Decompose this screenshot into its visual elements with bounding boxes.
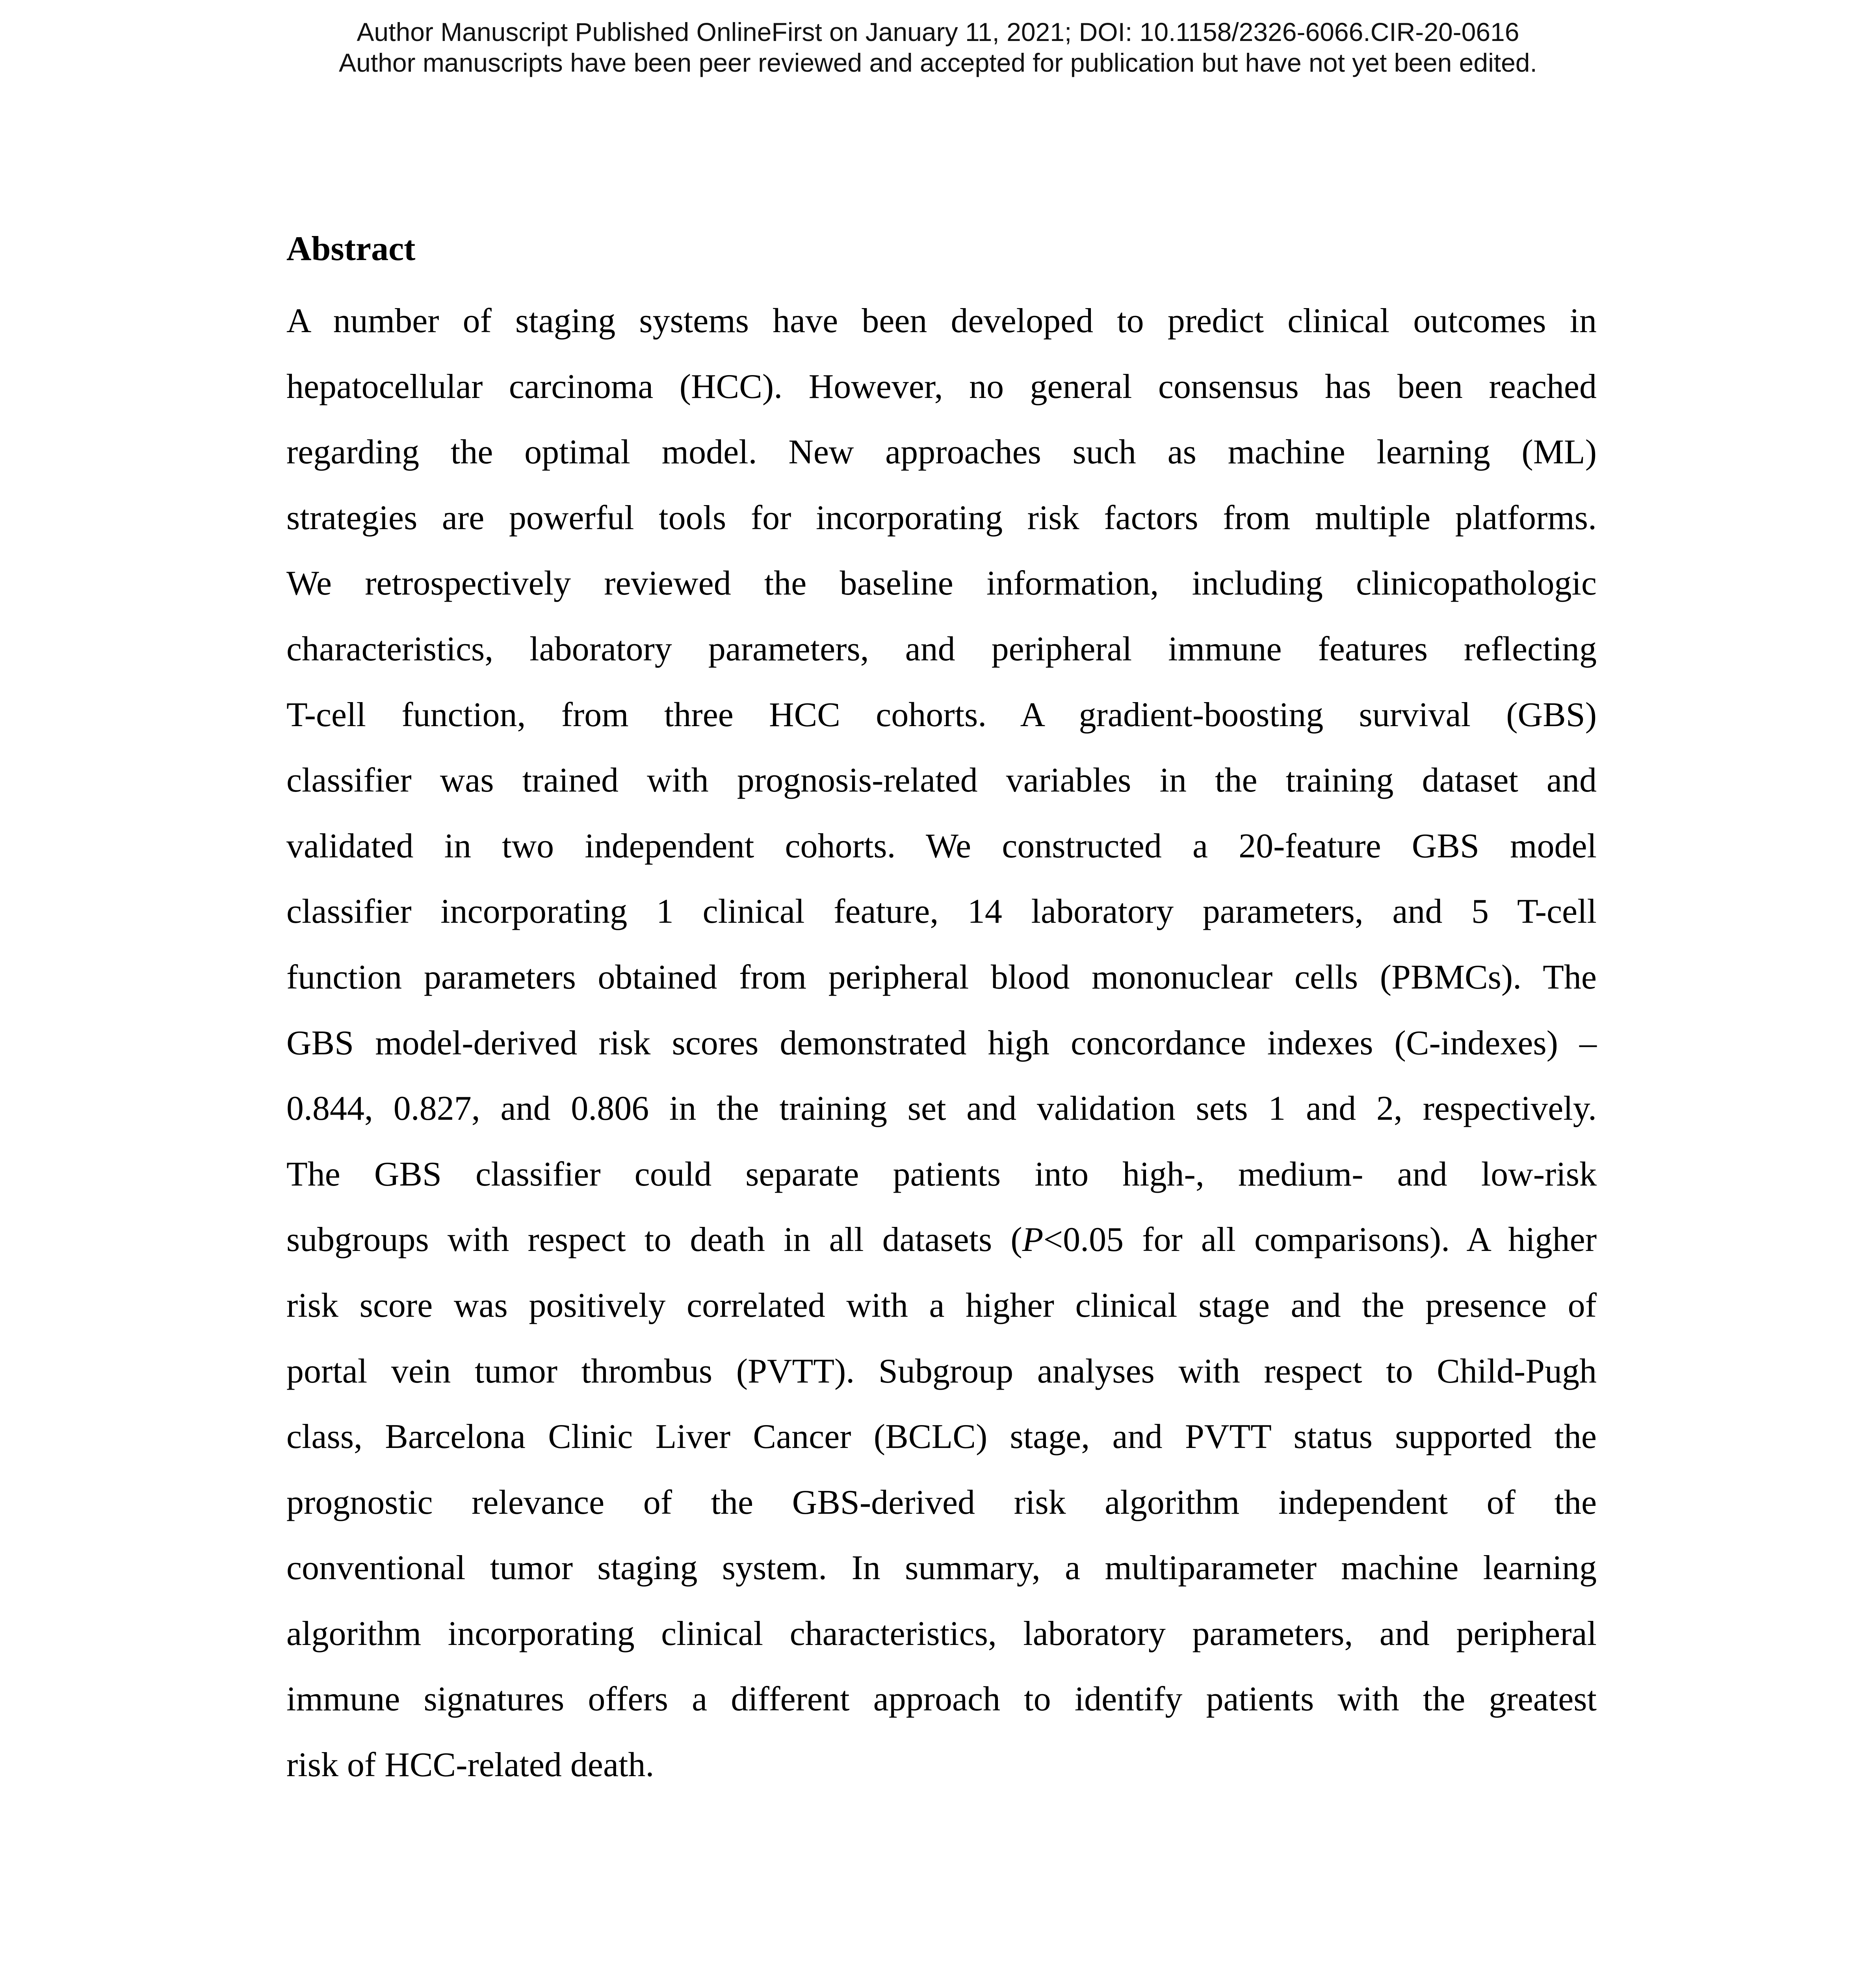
abstract-line: A number of staging systems have been developed to predict clinical outcomes in: [286, 302, 1597, 340]
abstract-line: classifier was trained with prognosis-related variables in the training dataset and: [286, 761, 1597, 800]
abstract-line: GBS model-derived risk scores demonstrated high concordance indexes (C-indexes) –: [286, 1024, 1597, 1062]
abstract-line: strategies are powerful tools for incorporating risk factors from multiple platforms.: [286, 498, 1597, 537]
abstract-line: function parameters obtained from peripheral blood mononuclear cells (PBMCs). The: [286, 958, 1597, 996]
abstract-last-line: risk of HCC-related death.: [286, 1746, 654, 1784]
abstract-line: immune signatures offers a different approach to identify patients with the greatest: [286, 1680, 1597, 1719]
abstract-line: We retrospectively reviewed the baseline information, including clinicopathologic: [286, 564, 1597, 603]
abstract-line: hepatocellular carcinoma (HCC). However, no general consensus has been reached: [286, 367, 1597, 406]
abstract-line: conventional tumor staging system. In summary, a multiparameter machine learning: [286, 1549, 1597, 1587]
abstract-line: portal vein tumor thrombus (PVTT). Subgroup analyses with respect to Child-Pugh: [286, 1352, 1597, 1390]
abstract-line: risk score was positively correlated with a higher clinical stage and the presence of: [286, 1286, 1597, 1325]
abstract-line: validated in two independent cohorts. We constructed a 20-feature GBS model: [286, 827, 1597, 865]
abstract-body: [286, 288, 1597, 1798]
abstract-line: 0.844, 0.827, and 0.806 in the training set and validation sets 1 and 2, respectively.: [286, 1089, 1597, 1128]
abstract-line: The GBS classifier could separate patients into high-, medium- and low-risk: [286, 1155, 1597, 1193]
abstract-line: T-cell function, from three HCC cohorts. A gradient-boosting survival (GBS): [286, 695, 1597, 734]
header-line-doi: Author Manuscript Published OnlineFirst on January 11, 2021; DOI: 10.1158/2326-6066.CIR-20-0616: [357, 17, 1519, 46]
pvalue-prefix: subgroups with respect to death in all datasets (: [286, 1221, 1022, 1259]
abstract-line: algorithm incorporating clinical characteristics, laboratory parameters, and peripheral: [286, 1614, 1597, 1653]
abstract-line: class, Barcelona Clinic Liver Cancer (BCLC) stage, and PVTT status supported the: [286, 1418, 1597, 1456]
pvalue-italic-p: P: [1022, 1221, 1044, 1259]
abstract-line: prognostic relevance of the GBS-derived risk algorithm independent of the: [286, 1483, 1597, 1522]
abstract-line: characteristics, laboratory parameters, and peripheral immune features reflecting: [286, 630, 1597, 668]
abstract-line: regarding the optimal model. New approaches such as machine learning (ML): [286, 433, 1597, 472]
abstract-line: classifier incorporating 1 clinical feature, 14 laboratory parameters, and 5 T-cell: [286, 892, 1597, 931]
pvalue-suffix: <0.05 for all comparisons). A higher: [1043, 1221, 1597, 1259]
header-line-review-note: Author manuscripts have been peer reviewed and accepted for publication but have not yet been edited.: [339, 48, 1537, 77]
abstract-line-pvalue: [286, 1207, 1597, 1273]
abstract-heading: Abstract: [286, 230, 416, 268]
manuscript-header: [0, 17, 1876, 78]
